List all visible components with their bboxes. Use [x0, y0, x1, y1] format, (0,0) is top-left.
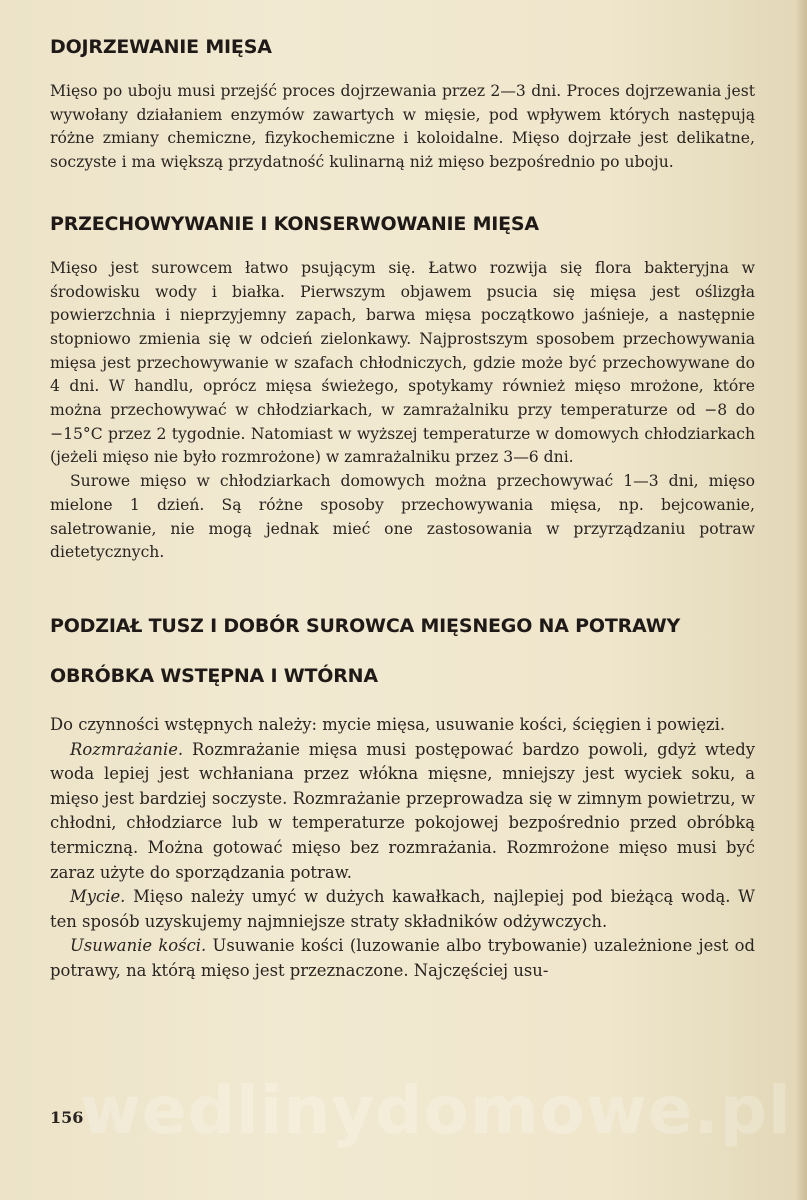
watermark-text: wedlinydomowe.pl: [80, 1072, 792, 1149]
text-rozmrazanie: Rozmrażanie mięsa musi postępować bardzo powoli, gdyż wtedy woda lepiej jest wchłaniana przez włókna mięsne, mniejszy jest wyciek soku, a mięso jest bardziej soczyste. Rozmrażanie przeprowadza się w zimnym powietrzu, w chłodni, chłodziarce lub w temperaturze pokojowej bezpośrednio przed obróbką termiczną. Można gotować mięso bez rozmrażania. Rozmrożone mięso musi być zaraz użyte do sporządzania potraw.: [50, 739, 755, 882]
page-edge-shadow: [795, 0, 807, 1200]
term-rozmrazanie: Rozmrażanie.: [70, 739, 184, 759]
paragraph-przechowywanie-1: Mięso jest surowcem łatwo psującym się. Łatwo rozwija się flora bakteryjna w środowisku wody i białka. Pierwszym objawem psucia się mięsa jest oślizgła powierzchnia i nieprzyjemny zapach, barwa mięsa początkowo jaśnieje, a następnie stopniowo zmienia się w odcień zielonkawy. Najprostszym sposobem przechowywania mięsa jest przechowywanie w szafach chłodniczych, gdzie może być przechowywane do 4 dni. W handlu, oprócz mięsa świeżego, spotykamy również mięso mrożone, które można przechowywać w chłodziarkach, w zamrażalniku przy temperaturze od −8 do −15°C przez 2 tygodnie. Natomiast w wyższej temperaturze w domowych chłodziarkach (jeżeli mięso nie było rozmrożone) w zamrażalniku przez 3—6 dni.: [50, 258, 755, 467]
watermark: [80, 1072, 792, 1152]
obrobka-section: [50, 713, 755, 984]
heading-obrobka: OBRÓBKA WSTĘPNA I WTÓRNA: [50, 664, 378, 687]
page-content: [50, 36, 755, 983]
heading-podzial-tusz: PODZIAŁ TUSZ I DOBÓR SUROWCA MIĘSNEGO NA POTRAWY: [50, 614, 681, 637]
heading-przechowywanie: PRZECHOWYWANIE I KONSERWOWANIE MIĘSA: [50, 212, 539, 235]
paragraph-usuwanie-kosci: [50, 934, 755, 983]
paragraph-rozmrazanie: [50, 738, 755, 886]
term-usuwanie-kosci: Usuwanie kości.: [70, 936, 207, 956]
paragraph-dojrzewanie: Mięso po uboju musi przejść proces dojrzewania przez 2—3 dni. Proces dojrzewania jest wywołany działaniem enzymów zawartych w mięsie, pod wpływem których następują różne zmiany chemiczne, fizykochemiczne i koloidalne. Mięso dojrzałe jest delikatne, soczyste i ma większą przydatność kulinarną niż mięso bezpośrednio po uboju.: [50, 82, 755, 172]
heading-dojrzewanie: DOJRZEWANIE MIĘSA: [50, 36, 272, 58]
term-mycie: Mycie.: [70, 887, 126, 907]
paragraph-obrobka-intro: Do czynności wstępnych należy: mycie mięsa, usuwanie kości, ścięgien i powięzi.: [50, 714, 726, 734]
paragraph-mycie: [50, 885, 755, 934]
text-mycie: Mięso należy umyć w dużych kawałkach, najlepiej pod bieżącą wodą. W ten sposób uzyskujemy najmniejsze straty składników odżywczych.: [50, 887, 755, 931]
text-usuwanie-kosci: Usuwanie kości (luzowanie albo trybowanie) uzależnione jest od potrawy, na którą mięso jest przeznaczone. Najczęściej usu-: [50, 936, 755, 980]
paragraph-przechowywanie-2: Surowe mięso w chłodziarkach domowych można przechowywać 1—3 dni, mięso mielone 1 dzień. Są różne sposoby przechowywania mięsa, np. bejcowanie, saletrowanie, nie mogą jednak mieć one zastosowania w przyrządzaniu potraw dietetycznych.: [50, 472, 755, 562]
page-number: 156: [50, 1108, 84, 1127]
